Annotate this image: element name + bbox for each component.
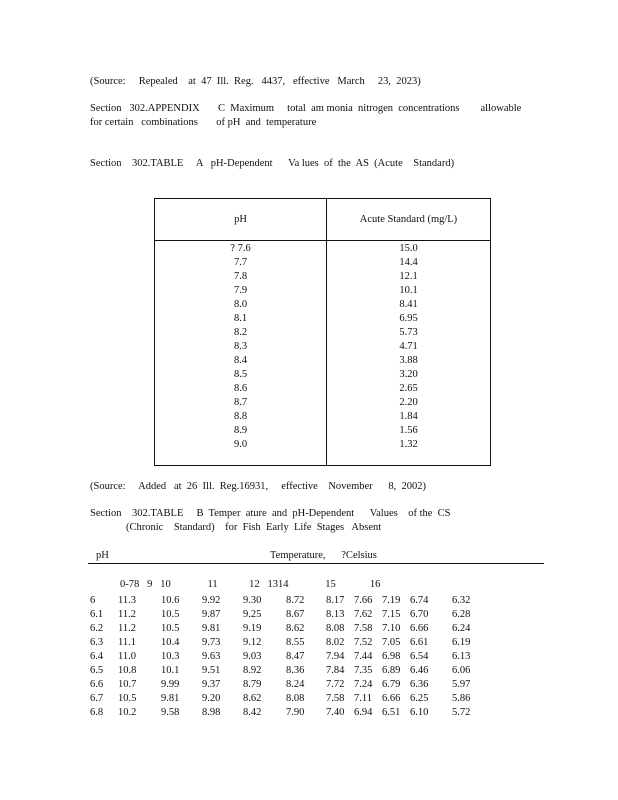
table-a-as-cell: 3.20 <box>399 369 418 380</box>
table-b-ph-cell: 6.8 <box>90 707 104 718</box>
table-b-value-cell: 7.35 <box>354 665 373 676</box>
table-a-ph-cell: 8.3 <box>233 341 248 352</box>
table-a-ph-cell: 8.1 <box>233 313 248 324</box>
table-b-value-cell: 6.36 <box>410 679 429 690</box>
table-b-value-cell: 7.58 <box>354 623 373 634</box>
table-a-as-cell: 4.71 <box>399 341 418 352</box>
table-b-value-cell: 9.99 <box>161 679 180 690</box>
table-a-as-cell: 15.0 <box>399 243 418 254</box>
table-b-title-line1: Section 302.TABLE B Temper ature and pH-Dependent Values of the CS <box>90 508 451 519</box>
table-b-value-cell: 6.66 <box>410 623 429 634</box>
table-b-value-cell: 7.24 <box>354 679 373 690</box>
table-b-value-cell: 6.66 <box>382 693 401 704</box>
table-b-value-cell: 10.5 <box>161 609 180 620</box>
table-a-as-cell: 8.41 <box>399 299 418 310</box>
table-b-value-cell: 5.86 <box>452 693 471 704</box>
table-b-value-cell: 7.52 <box>354 637 373 648</box>
table-b-value-cell: 10.8 <box>118 665 137 676</box>
table-b-value-cell: 6.54 <box>410 651 429 662</box>
table-b-value-cell: 9.87 <box>202 609 221 620</box>
table-b-value-cell: 7.05 <box>382 637 401 648</box>
table-b-value-cell: 10.2 <box>118 707 137 718</box>
table-a-title: Section 302.TABLE A pH-Dependent Va lues of the AS (Acute Standard) <box>90 158 455 169</box>
table-a-ph-cell: 7.8 <box>233 271 248 282</box>
table-b-value-cell: 11.3 <box>118 595 136 606</box>
table-b-value-cell: 6.13 <box>452 651 471 662</box>
table-b-value-cell: 9.58 <box>161 707 180 718</box>
table-b-value-cell: 10.5 <box>161 623 180 634</box>
table-b-value-cell: 10.4 <box>161 637 180 648</box>
table-b-value-cell: 7.58 <box>326 693 345 704</box>
table-b-value-cell: 8.98 <box>202 707 221 718</box>
table-b-value-cell: 7.40 <box>326 707 345 718</box>
table-b-value-cell: 8.62 <box>243 693 262 704</box>
table-b-temperature-label: Temperature, ?Celsius <box>270 550 377 561</box>
table-b-value-cell: 10.7 <box>118 679 137 690</box>
table-b-title-line2: (Chronic Standard) for Fish Early Life Stages Absent <box>126 522 382 533</box>
table-b-value-cell: 9.25 <box>243 609 262 620</box>
table-b-value-cell: 8.24 <box>286 679 305 690</box>
table-b-ph-cell: 6 <box>90 595 96 606</box>
table-a-header-acute-standard: Acute Standard (mg/L) <box>359 214 458 225</box>
table-a-ph-cell: 8.5 <box>233 369 248 380</box>
table-a-header-divider <box>155 240 490 241</box>
table-a-as-cell: 2.20 <box>399 397 418 408</box>
table-b-value-cell: 7.19 <box>382 595 401 606</box>
table-b-value-cell: 6.10 <box>410 707 429 718</box>
table-b-value-cell: 9.81 <box>202 623 221 634</box>
table-a-as-cell: 2.65 <box>399 383 418 394</box>
table-b-value-cell: 9.63 <box>202 651 221 662</box>
table-b-ph-cell: 6.2 <box>90 623 104 634</box>
table-b-value-cell: 6.25 <box>410 693 429 704</box>
table-b-value-cell: 9.19 <box>243 623 262 634</box>
table-a-as-cell: 6.95 <box>399 313 418 324</box>
table-b-ph-label: pH <box>96 550 109 561</box>
table-a <box>154 198 491 466</box>
table-a-ph-cell: 8.0 <box>233 299 248 310</box>
table-b-ph-cell: 6.4 <box>90 651 104 662</box>
table-b-value-cell: 9.73 <box>202 637 221 648</box>
table-b-ph-cell: 6.7 <box>90 693 104 704</box>
table-b-value-cell: 9.81 <box>161 693 180 704</box>
table-b-value-cell: 7.90 <box>286 707 305 718</box>
table-b-value-cell: 9.37 <box>202 679 221 690</box>
table-b-temperature-columns: 0-78 9 10 11 12 1314 15 16 <box>120 579 381 590</box>
table-b-value-cell: 8.72 <box>286 595 305 606</box>
table-b-value-cell: 8.67 <box>286 609 305 620</box>
table-b-value-cell: 8.79 <box>243 679 262 690</box>
table-b-ph-cell: 6.5 <box>90 665 104 676</box>
table-a-ph-column <box>155 242 326 452</box>
table-b-ph-cell: 6.3 <box>90 637 104 648</box>
table-a-as-cell: 3.88 <box>399 355 418 366</box>
table-a-as-column <box>327 242 490 452</box>
table-a-ph-cell: 9.0 <box>233 439 248 450</box>
table-b-value-cell: 8.13 <box>326 609 345 620</box>
table-b-value-cell: 6.98 <box>382 651 401 662</box>
table-b-value-cell: 8.17 <box>326 595 345 606</box>
table-b-value-cell: 8.42 <box>243 707 262 718</box>
table-b-value-cell: 6.79 <box>382 679 401 690</box>
table-b-value-cell: 6.24 <box>452 623 471 634</box>
table-b-value-cell: 6.46 <box>410 665 429 676</box>
table-b-value-cell: 8.55 <box>286 637 305 648</box>
table-b-value-cell: 9.03 <box>243 651 262 662</box>
table-b-value-cell: 7.72 <box>326 679 345 690</box>
table-a-ph-cell: 7.9 <box>233 285 248 296</box>
table-b-value-cell: 6.74 <box>410 595 429 606</box>
table-b-value-cell: 9.12 <box>243 637 262 648</box>
table-b-value-cell: 6.61 <box>410 637 429 648</box>
table-a-header-ph: pH <box>234 214 247 225</box>
table-b-value-cell: 9.30 <box>243 595 262 606</box>
table-b-value-cell: 6.19 <box>452 637 471 648</box>
table-b-value-cell: 5.72 <box>452 707 471 718</box>
table-a-as-cell: 12.1 <box>399 271 418 282</box>
table-a-ph-cell: 8.4 <box>233 355 248 366</box>
table-a-as-cell: 1.84 <box>399 411 418 422</box>
table-b-value-cell: 8.02 <box>326 637 345 648</box>
table-b-value-cell: 10.5 <box>118 693 137 704</box>
table-b-value-cell: 11.2 <box>118 609 136 620</box>
table-b-value-cell: 5.97 <box>452 679 471 690</box>
source-added: (Source: Added at 26 Ill. Reg.16931, effective November 8, 2002) <box>90 481 427 492</box>
table-a-as-cell: 1.56 <box>399 425 418 436</box>
table-b-value-cell: 7.94 <box>326 651 345 662</box>
table-a-ph-cell: 7.7 <box>233 257 248 268</box>
table-b-value-cell: 7.44 <box>354 651 373 662</box>
table-b-value-cell: 11.0 <box>118 651 136 662</box>
table-b-value-cell: 6.70 <box>410 609 429 620</box>
table-b-value-cell: 11.1 <box>118 637 136 648</box>
table-b-value-cell: 6.51 <box>382 707 401 718</box>
table-b-value-cell: 8.08 <box>326 623 345 634</box>
table-b-value-cell: 8.36 <box>286 665 305 676</box>
table-a-ph-cell: 8.2 <box>233 327 248 338</box>
table-b-value-cell: 10.6 <box>161 595 180 606</box>
table-b-value-cell: 8.08 <box>286 693 305 704</box>
table-b-value-cell: 11.2 <box>118 623 136 634</box>
table-b-value-cell: 8.92 <box>243 665 262 676</box>
table-b-value-cell: 9.51 <box>202 665 221 676</box>
table-b-value-cell: 6.94 <box>354 707 373 718</box>
table-b-value-cell: 6.89 <box>382 665 401 676</box>
table-b-value-cell: 7.62 <box>354 609 373 620</box>
table-a-as-cell: 14.4 <box>399 257 418 268</box>
table-b-value-cell: 7.11 <box>354 693 372 704</box>
table-b-value-cell: 8.62 <box>286 623 305 634</box>
table-b-value-cell: 7.84 <box>326 665 345 676</box>
table-b-value-cell: 7.10 <box>382 623 401 634</box>
table-b-ph-cell: 6.1 <box>90 609 104 620</box>
table-a-ph-cell: ? 7.6 <box>230 243 251 254</box>
appendix-heading-line2: for certain combinations of pH and temperature <box>90 117 317 128</box>
table-a-ph-cell: 8.6 <box>233 383 248 394</box>
table-b-ph-cell: 6.6 <box>90 679 104 690</box>
table-b-value-cell: 9.20 <box>202 693 221 704</box>
table-a-as-cell: 5.73 <box>399 327 418 338</box>
table-b-value-cell: 9.92 <box>202 595 221 606</box>
table-a-as-cell: 10.1 <box>399 285 418 296</box>
table-b-value-cell: 7.15 <box>382 609 401 620</box>
table-b-value-cell: 7.66 <box>354 595 373 606</box>
appendix-heading-line1: Section 302.APPENDIX C Maximum total am monia nitrogen concentrations allowable <box>90 103 522 114</box>
table-a-ph-cell: 8.7 <box>233 397 248 408</box>
table-b-value-cell: 10.1 <box>161 665 180 676</box>
table-b-value-cell: 6.28 <box>452 609 471 620</box>
table-b-value-cell: 6.32 <box>452 595 471 606</box>
table-a-ph-cell: 8.9 <box>233 425 248 436</box>
source-repealed: (Source: Repealed at 47 Ill. Reg. 4437, effective March 23, 2023) <box>90 76 421 87</box>
table-a-ph-cell: 8.8 <box>233 411 248 422</box>
table-a-as-cell: 1.32 <box>399 439 418 450</box>
table-b-header-rule <box>88 563 544 564</box>
table-b-value-cell: 6.06 <box>452 665 471 676</box>
table-b-value-cell: 10.3 <box>161 651 180 662</box>
table-b-value-cell: 8.47 <box>286 651 305 662</box>
